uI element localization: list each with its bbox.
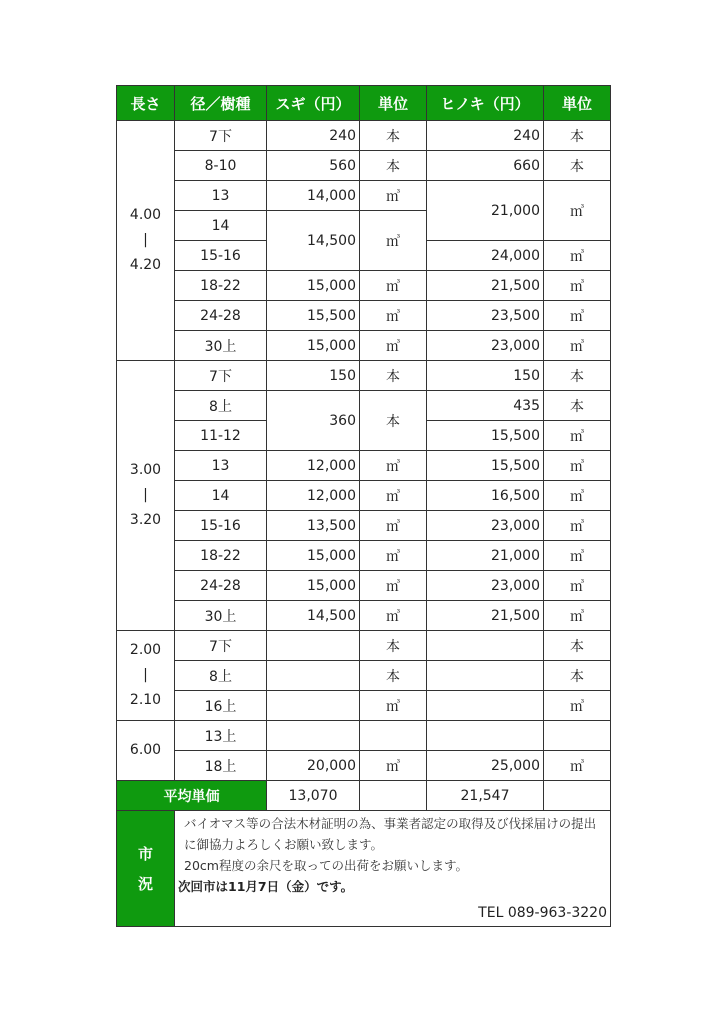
market-row	[117, 811, 611, 927]
diameter-cell: 7下	[175, 361, 267, 391]
hinoki-unit-cell: 本	[544, 151, 611, 181]
sugi-unit-cell: 本	[360, 661, 427, 691]
diameter-cell: 13	[175, 181, 267, 211]
hinoki-price-cell: 23,000	[427, 331, 544, 361]
header-diameter: 径／樹種	[175, 86, 267, 121]
sugi-unit-cell: ㎥	[360, 511, 427, 541]
hinoki-unit-cell: ㎥	[544, 241, 611, 271]
length-label: 2.10	[129, 692, 162, 708]
sugi-price-cell	[267, 661, 360, 691]
table-row	[117, 751, 611, 781]
sugi-price-cell: 560	[267, 151, 360, 181]
diameter-cell: 11-12	[175, 421, 267, 451]
sugi-unit-cell: ㎥	[360, 751, 427, 781]
sugi-price-cell: 240	[267, 121, 360, 151]
sugi-price-cell: 20,000	[267, 751, 360, 781]
diameter-cell: 8上	[175, 661, 267, 691]
hinoki-unit-cell: ㎥	[544, 481, 611, 511]
hinoki-price-cell	[427, 631, 544, 661]
hinoki-unit-cell: ㎥	[544, 691, 611, 721]
market-label	[117, 811, 175, 927]
hinoki-price-cell	[427, 661, 544, 691]
hinoki-unit-cell: 本	[544, 661, 611, 691]
sugi-price-cell: 15,000	[267, 571, 360, 601]
hinoki-price-cell: 23,500	[427, 301, 544, 331]
price-table	[116, 85, 611, 927]
next-market-date: 次回市は11月7日（金）です。	[178, 879, 354, 894]
length-cell	[117, 361, 175, 631]
hinoki-price-cell: 21,500	[427, 601, 544, 631]
diameter-cell: 7下	[175, 121, 267, 151]
diameter-cell: 24-28	[175, 301, 267, 331]
sugi-price-cell: 12,000	[267, 451, 360, 481]
sugi-unit-cell: ㎥	[360, 331, 427, 361]
sugi-unit-cell: ㎥	[360, 301, 427, 331]
table-row	[117, 511, 611, 541]
sugi-unit-cell	[360, 721, 427, 751]
diameter-cell: 24-28	[175, 571, 267, 601]
sugi-price-cell: 360	[267, 391, 360, 451]
hinoki-unit-cell: 本	[544, 631, 611, 661]
sugi-unit-cell: ㎥	[360, 571, 427, 601]
hinoki-unit-cell: ㎥	[544, 571, 611, 601]
table-row	[117, 181, 611, 211]
hinoki-price-cell: 660	[427, 151, 544, 181]
diameter-cell: 18-22	[175, 271, 267, 301]
diameter-cell: 8-10	[175, 151, 267, 181]
hinoki-price-cell: 15,500	[427, 451, 544, 481]
sugi-unit-cell: 本	[360, 391, 427, 451]
notice-line: バイオマス等の合法木材証明の為、事業者認定の取得及び伐採届けの提出に御協力よろしくお願い致します。	[184, 816, 597, 852]
hinoki-unit-cell: ㎥	[544, 271, 611, 301]
table-row	[117, 301, 611, 331]
diameter-cell: 15-16	[175, 241, 267, 271]
sugi-price-cell: 15,000	[267, 271, 360, 301]
sugi-unit-cell: ㎥	[360, 181, 427, 211]
hinoki-unit-cell: ㎥	[544, 541, 611, 571]
header-row	[117, 86, 611, 121]
table-row	[117, 361, 611, 391]
length-label: 6.00	[129, 742, 162, 758]
hinoki-price-cell: 24,000	[427, 241, 544, 271]
table-row	[117, 661, 611, 691]
hinoki-unit-cell: 本	[544, 121, 611, 151]
header-unit: 単位	[360, 86, 427, 121]
hinoki-price-cell	[427, 691, 544, 721]
sugi-price-cell: 15,500	[267, 301, 360, 331]
table-row	[117, 721, 611, 751]
average-sugi: 13,070	[267, 781, 360, 811]
hinoki-price-cell	[427, 721, 544, 751]
table-row	[117, 391, 611, 421]
hinoki-price-cell: 150	[427, 361, 544, 391]
hinoki-unit-cell: ㎥	[544, 181, 611, 241]
sugi-price-cell: 13,500	[267, 511, 360, 541]
average-row	[117, 781, 611, 811]
sugi-price-cell: 15,000	[267, 331, 360, 361]
table-row	[117, 481, 611, 511]
sugi-unit-cell: 本	[360, 631, 427, 661]
sugi-price-cell: 150	[267, 361, 360, 391]
hinoki-price-cell: 21,000	[427, 541, 544, 571]
sugi-unit-cell: ㎥	[360, 481, 427, 511]
length-cell	[117, 121, 175, 361]
sugi-price-cell: 12,000	[267, 481, 360, 511]
sugi-price-cell: 14,500	[267, 601, 360, 631]
sugi-unit-cell: ㎥	[360, 451, 427, 481]
market-label-char: 市	[137, 844, 153, 863]
hinoki-price-cell: 15,500	[427, 421, 544, 451]
hinoki-unit-cell: ㎥	[544, 601, 611, 631]
hinoki-unit-cell: ㎥	[544, 301, 611, 331]
sugi-price-cell	[267, 691, 360, 721]
hinoki-price-cell: 23,000	[427, 511, 544, 541]
table-row	[117, 271, 611, 301]
diameter-cell: 30上	[175, 601, 267, 631]
hinoki-price-cell: 435	[427, 391, 544, 421]
header-sugi: スギ（円）	[267, 86, 360, 121]
sugi-price-cell: 15,000	[267, 541, 360, 571]
hinoki-price-cell: 25,000	[427, 751, 544, 781]
sugi-unit-cell: ㎥	[360, 601, 427, 631]
sugi-unit-cell: ㎥	[360, 271, 427, 301]
diameter-cell: 15-16	[175, 511, 267, 541]
sugi-price-cell	[267, 631, 360, 661]
hinoki-unit-cell: 本	[544, 361, 611, 391]
length-cell	[117, 631, 175, 721]
table-row	[117, 571, 611, 601]
hinoki-unit-cell	[544, 721, 611, 751]
notice-line: 20cm程度の余尺を取っての出荷をお願いします。	[184, 858, 468, 873]
telephone-number: TEL 089-963-3220	[478, 905, 607, 921]
sugi-unit-cell: ㎥	[360, 691, 427, 721]
diameter-cell: 18上	[175, 751, 267, 781]
market-notes	[175, 811, 611, 927]
length-label: 4.00	[129, 207, 162, 223]
empty-cell	[360, 781, 427, 811]
table-row	[117, 121, 611, 151]
length-label: |	[143, 667, 148, 683]
sugi-unit-cell: ㎥	[360, 541, 427, 571]
sugi-unit-cell: 本	[360, 361, 427, 391]
table-row	[117, 601, 611, 631]
sugi-price-cell: 14,500	[267, 211, 360, 271]
length-label: |	[143, 232, 148, 248]
length-label: 3.20	[129, 512, 162, 528]
length-label: 3.00	[129, 462, 162, 478]
diameter-cell: 14	[175, 211, 267, 241]
sugi-unit-cell: ㎥	[360, 211, 427, 271]
hinoki-unit-cell: ㎥	[544, 421, 611, 451]
diameter-cell: 30上	[175, 331, 267, 361]
average-hinoki: 21,547	[427, 781, 544, 811]
table-row	[117, 451, 611, 481]
diameter-cell: 13	[175, 451, 267, 481]
sugi-unit-cell: 本	[360, 121, 427, 151]
hinoki-price-cell: 21,000	[427, 181, 544, 241]
table-row	[117, 541, 611, 571]
price-table-body	[117, 121, 611, 781]
header-length: 長さ	[117, 86, 175, 121]
hinoki-unit-cell: ㎥	[544, 511, 611, 541]
diameter-cell: 13上	[175, 721, 267, 751]
header-hinoki: ヒノキ（円）	[427, 86, 544, 121]
length-label: 4.20	[129, 257, 162, 273]
hinoki-price-cell: 240	[427, 121, 544, 151]
table-row	[117, 631, 611, 661]
hinoki-unit-cell: ㎥	[544, 451, 611, 481]
header-unit: 単位	[544, 86, 611, 121]
hinoki-price-cell: 16,500	[427, 481, 544, 511]
table-row	[117, 151, 611, 181]
sugi-price-cell	[267, 721, 360, 751]
table-row	[117, 331, 611, 361]
hinoki-unit-cell: 本	[544, 391, 611, 421]
hinoki-unit-cell: ㎥	[544, 751, 611, 781]
sugi-unit-cell: 本	[360, 151, 427, 181]
table-row	[117, 691, 611, 721]
hinoki-price-cell: 23,000	[427, 571, 544, 601]
diameter-cell: 14	[175, 481, 267, 511]
length-label: |	[143, 487, 148, 503]
sugi-price-cell: 14,000	[267, 181, 360, 211]
diameter-cell: 18-22	[175, 541, 267, 571]
market-label-char: 況	[137, 874, 153, 893]
diameter-cell: 7下	[175, 631, 267, 661]
hinoki-price-cell: 21,500	[427, 271, 544, 301]
length-label: 2.00	[129, 642, 162, 658]
hinoki-unit-cell: ㎥	[544, 331, 611, 361]
average-label: 平均単価	[117, 781, 267, 811]
diameter-cell: 8上	[175, 391, 267, 421]
length-cell	[117, 721, 175, 781]
diameter-cell: 16上	[175, 691, 267, 721]
empty-cell	[544, 781, 611, 811]
